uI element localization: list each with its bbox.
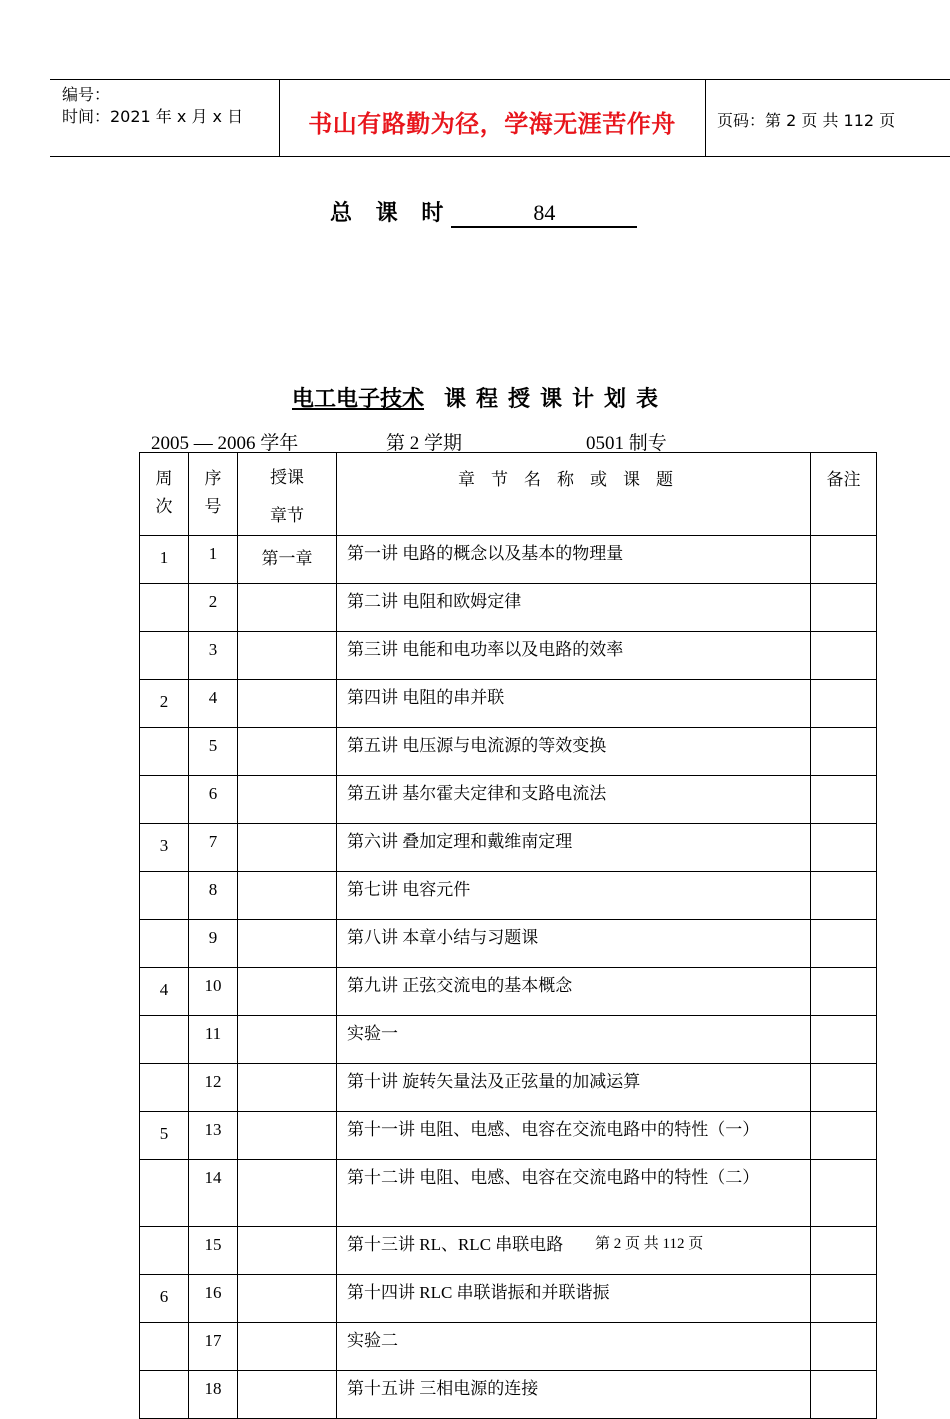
table-row [140, 1160, 877, 1227]
header-chapter-cell [238, 453, 337, 536]
header-note-cell [811, 453, 877, 536]
week-cell [140, 632, 189, 680]
topic-cell [337, 1227, 811, 1275]
week-cell [140, 1227, 189, 1275]
table-row [140, 1016, 877, 1064]
table-row [140, 728, 877, 776]
chapter-cell [238, 1323, 337, 1371]
topic-cell [337, 776, 811, 824]
note-cell [811, 824, 877, 872]
chapter-cell [238, 1227, 337, 1275]
number-cell [189, 776, 238, 824]
chapter-cell [238, 920, 337, 968]
header-topic: 章节名称或课题 [458, 470, 689, 489]
note-cell [811, 920, 877, 968]
chapter-cell [238, 632, 337, 680]
week-cell [140, 1275, 189, 1323]
table-header-row [140, 453, 877, 536]
header-motto: 书山有路勤为径，学海无涯苦作舟 [308, 110, 676, 138]
total-hours [330, 196, 637, 228]
topic-cell [337, 680, 811, 728]
topic-cell-text: 第六讲 叠加定理和戴维南定理 [347, 832, 573, 851]
topic-cell-text: 第十四讲 RLC 串联谐振和并联谐振 [347, 1283, 610, 1302]
topic-cell [337, 1016, 811, 1064]
table-row [140, 824, 877, 872]
topic-cell-text: 第十二讲 电阻、电感、电容在交流电路中的特性（二） [347, 1168, 760, 1187]
chapter-cell [238, 728, 337, 776]
subheader-year: 2005 — 2006 学年 [151, 433, 299, 454]
number-cell [189, 1275, 238, 1323]
week-cell [140, 1112, 189, 1160]
note-cell [811, 1016, 877, 1064]
number-cell-text: 6 [208, 784, 218, 803]
table-row [140, 1371, 877, 1419]
number-cell-text: 17 [204, 1331, 222, 1350]
number-cell [189, 680, 238, 728]
header-no: 序号 [204, 469, 222, 516]
table-row [140, 1323, 877, 1371]
number-cell-text: 3 [208, 640, 218, 659]
topic-cell [337, 872, 811, 920]
number-cell [189, 1112, 238, 1160]
week-cell [140, 1323, 189, 1371]
topic-cell [337, 1112, 811, 1160]
week-cell [140, 824, 189, 872]
topic-cell [337, 968, 811, 1016]
note-cell [811, 1064, 877, 1112]
topic-cell-text: 第二讲 电阻和欧姆定律 [347, 592, 522, 611]
topic-cell-text: 第十讲 旋转矢量法及正弦量的加减运算 [347, 1072, 641, 1091]
header-topic-cell [337, 453, 811, 536]
document-time-label: 时间：2021 年 x 月 x 日 [62, 107, 244, 126]
number-cell [189, 536, 238, 584]
week-cell [140, 584, 189, 632]
week-cell [140, 968, 189, 1016]
header-week-cell [140, 453, 189, 536]
number-cell [189, 824, 238, 872]
number-cell-text: 4 [208, 688, 218, 707]
header-meta-cell [50, 80, 280, 156]
number-cell-text: 13 [204, 1120, 222, 1139]
note-cell [811, 632, 877, 680]
week-cell [140, 776, 189, 824]
number-cell-text: 8 [208, 880, 218, 899]
note-cell [811, 680, 877, 728]
header-note: 备注 [826, 470, 861, 489]
document-code-label: 编号： [62, 85, 111, 104]
week-cell-text: 5 [159, 1124, 169, 1143]
note-cell [811, 584, 877, 632]
header-no-cell [189, 453, 238, 536]
chapter-cell [238, 680, 337, 728]
number-cell-text: 12 [204, 1072, 222, 1091]
table-row [140, 632, 877, 680]
note-cell [811, 1323, 877, 1371]
topic-cell-text: 第四讲 电阻的串并联 [347, 688, 505, 707]
number-cell [189, 1371, 238, 1419]
chapter-cell [238, 584, 337, 632]
header-chapter: 授课章节 [270, 468, 304, 525]
week-cell [140, 920, 189, 968]
chapter-cell [238, 872, 337, 920]
topic-cell-text: 第八讲 本章小结与习题课 [347, 928, 539, 947]
topic-cell [337, 632, 811, 680]
week-cell-text: 1 [159, 548, 169, 567]
topic-cell-text: 第十三讲 RL、RLC 串联电路 [347, 1235, 564, 1254]
note-cell [811, 728, 877, 776]
table-row [140, 968, 877, 1016]
table-row [140, 872, 877, 920]
number-cell [189, 728, 238, 776]
subheader-term: 第 2 学期 [386, 433, 463, 454]
table-row [140, 680, 877, 728]
note-cell [811, 1160, 877, 1227]
header-page-cell [706, 80, 950, 156]
total-hours-value: 84 [451, 200, 637, 228]
topic-cell-text: 第五讲 基尔霍夫定律和支路电流法 [347, 784, 607, 803]
week-cell-text: 2 [159, 692, 169, 711]
plan-title-rest: 课程授课计划表 [444, 387, 669, 412]
total-hours-label: 总 课 时 [330, 201, 452, 226]
week-cell-text: 4 [159, 980, 169, 999]
number-cell-text: 5 [208, 736, 218, 755]
number-cell [189, 968, 238, 1016]
topic-cell-text: 第九讲 正弦交流电的基本概念 [347, 976, 573, 995]
number-cell [189, 584, 238, 632]
number-cell [189, 1227, 238, 1275]
week-cell [140, 728, 189, 776]
week-cell [140, 872, 189, 920]
week-cell [140, 680, 189, 728]
topic-cell [337, 728, 811, 776]
document-header [50, 79, 950, 157]
week-cell [140, 1064, 189, 1112]
topic-cell-text: 第七讲 电容元件 [347, 880, 471, 899]
table-row [140, 584, 877, 632]
chapter-cell [238, 1016, 337, 1064]
number-cell [189, 1160, 238, 1227]
note-cell [811, 1371, 877, 1419]
topic-cell [337, 920, 811, 968]
topic-cell-text: 第十一讲 电阻、电感、电容在交流电路中的特性（一） [347, 1120, 760, 1139]
week-cell-text: 3 [159, 836, 169, 855]
header-page-info: 页码：第 2 页 共 112 页 [717, 111, 896, 130]
note-cell [811, 1275, 877, 1323]
note-cell [811, 536, 877, 584]
table-row [140, 1064, 877, 1112]
week-cell [140, 1371, 189, 1419]
chapter-cell [238, 536, 337, 584]
course-plan-table [139, 452, 877, 1419]
table-body [140, 536, 877, 1419]
table-row [140, 1112, 877, 1160]
chapter-cell [238, 1371, 337, 1419]
table-row [140, 1275, 877, 1323]
topic-cell-text: 实验二 [347, 1331, 398, 1350]
number-cell-text: 1 [208, 544, 218, 563]
table-row [140, 536, 877, 584]
chapter-cell [238, 776, 337, 824]
chapter-cell [238, 1275, 337, 1323]
number-cell [189, 1016, 238, 1064]
number-cell-text: 16 [204, 1283, 222, 1302]
chapter-cell [238, 968, 337, 1016]
week-cell [140, 536, 189, 584]
plan-title [276, 382, 668, 413]
chapter-cell-text: 第一章 [261, 549, 313, 568]
topic-cell [337, 584, 811, 632]
topic-cell [337, 824, 811, 872]
note-cell [811, 1112, 877, 1160]
number-cell-text: 11 [204, 1024, 222, 1043]
note-cell [811, 968, 877, 1016]
topic-cell [337, 1160, 811, 1227]
chapter-cell [238, 1064, 337, 1112]
week-cell [140, 1016, 189, 1064]
topic-cell [337, 1371, 811, 1419]
topic-cell [337, 1275, 811, 1323]
header-week: 周次 [155, 469, 173, 516]
number-cell [189, 1323, 238, 1371]
topic-cell-text: 第三讲 电能和电功率以及电路的效率 [347, 640, 624, 659]
number-cell-text: 14 [204, 1168, 222, 1187]
number-cell [189, 632, 238, 680]
number-cell-text: 18 [204, 1379, 222, 1398]
number-cell-text: 2 [208, 592, 218, 611]
note-cell [811, 872, 877, 920]
header-motto-cell [279, 80, 706, 156]
note-cell [811, 1227, 877, 1275]
topic-cell-text: 第一讲 电路的概念以及基本的物理量 [347, 544, 624, 563]
table-row [140, 920, 877, 968]
number-cell-text: 15 [204, 1235, 222, 1254]
number-cell [189, 872, 238, 920]
topic-cell-text: 第五讲 电压源与电流源的等效变换 [347, 736, 607, 755]
table-row [140, 1227, 877, 1275]
topic-cell [337, 1323, 811, 1371]
subheader-class: 0501 制专 [586, 433, 667, 454]
topic-cell [337, 536, 811, 584]
page-footer: 第 2 页 共 112 页 [595, 1236, 704, 1252]
number-cell-text: 10 [204, 976, 222, 995]
table-row [140, 776, 877, 824]
chapter-cell [238, 1160, 337, 1227]
number-cell [189, 920, 238, 968]
number-cell-text: 9 [208, 928, 218, 947]
note-cell [811, 776, 877, 824]
topic-cell-text: 实验一 [347, 1024, 398, 1043]
week-cell-text: 6 [159, 1287, 169, 1306]
plan-title-course: 电工电子技术 [292, 387, 425, 412]
number-cell [189, 1064, 238, 1112]
week-cell [140, 1160, 189, 1227]
number-cell-text: 7 [208, 832, 218, 851]
chapter-cell [238, 1112, 337, 1160]
topic-cell-text: 第十五讲 三相电源的连接 [347, 1379, 539, 1398]
chapter-cell [238, 824, 337, 872]
topic-cell [337, 1064, 811, 1112]
